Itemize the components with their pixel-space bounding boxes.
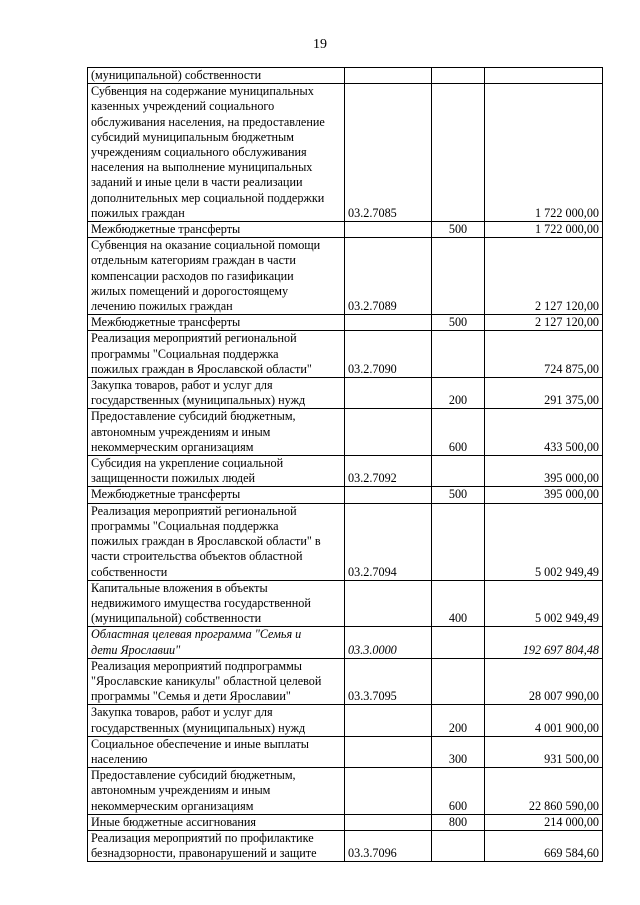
row-expense-type-cell [432, 627, 485, 658]
row-amount-cell [485, 68, 603, 84]
page-number: 19 [313, 37, 327, 52]
row-code-cell [345, 68, 432, 84]
row-amount-cell: 5 002 949,49 [485, 503, 603, 580]
row-name-cell: Межбюджетные трансферты [88, 222, 345, 238]
table-row [88, 409, 603, 456]
row-name-cell: Реализация мероприятий региональной программы "Социальная поддержка пожилых граждан в Ярославской области" [88, 331, 345, 378]
row-amount-cell: 291 375,00 [485, 378, 603, 409]
table-row [88, 487, 603, 503]
row-amount-cell: 931 500,00 [485, 736, 603, 767]
table-row [88, 768, 603, 815]
row-code-cell [345, 736, 432, 767]
row-expense-type-cell: 400 [432, 580, 485, 627]
row-amount-cell: 395 000,00 [485, 456, 603, 487]
row-code-cell [345, 487, 432, 503]
row-code-cell: 03.2.7092 [345, 456, 432, 487]
table-row [88, 627, 603, 658]
row-amount-cell: 192 697 804,48 [485, 627, 603, 658]
row-code-cell [345, 378, 432, 409]
row-name-cell: Реализация мероприятий подпрограммы "Ярославские каникулы" областной целевой программы "Семья и дети Ярославии" [88, 658, 345, 705]
budget-table-body [88, 68, 603, 862]
table-row [88, 378, 603, 409]
table-row [88, 84, 603, 222]
table-row [88, 814, 603, 830]
budget-table [87, 67, 603, 862]
row-name-cell: Субвенция на оказание социальной помощи отдельным категориям граждан в части компенсации расходов по газификации жилых помещений и дорогостоящему лечению пожилых граждан [88, 238, 345, 315]
table-row [88, 222, 603, 238]
row-code-cell [345, 814, 432, 830]
row-expense-type-cell [432, 238, 485, 315]
row-name-cell: Реализация мероприятий по профилактике безнадзорности, правонарушений и защите [88, 830, 345, 861]
row-expense-type-cell: 200 [432, 705, 485, 736]
row-expense-type-cell [432, 84, 485, 222]
row-code-cell: 03.2.7089 [345, 238, 432, 315]
row-amount-cell: 2 127 120,00 [485, 238, 603, 315]
row-expense-type-cell [432, 503, 485, 580]
table-row [88, 331, 603, 378]
row-expense-type-cell [432, 830, 485, 861]
row-code-cell [345, 580, 432, 627]
table-row [88, 238, 603, 315]
row-amount-cell: 5 002 949,49 [485, 580, 603, 627]
row-code-cell [345, 315, 432, 331]
table-row [88, 503, 603, 580]
row-amount-cell: 214 000,00 [485, 814, 603, 830]
row-expense-type-cell [432, 331, 485, 378]
row-code-cell: 03.3.7095 [345, 658, 432, 705]
row-code-cell: 03.2.7085 [345, 84, 432, 222]
row-expense-type-cell [432, 68, 485, 84]
row-expense-type-cell [432, 658, 485, 705]
table-row [88, 68, 603, 84]
row-name-cell: Межбюджетные трансферты [88, 315, 345, 331]
row-name-cell: Социальное обеспечение и иные выплаты населению [88, 736, 345, 767]
row-name-cell: Капитальные вложения в объекты недвижимого имущества государственной (муниципальной) собственности [88, 580, 345, 627]
row-amount-cell: 22 860 590,00 [485, 768, 603, 815]
row-name-cell: Межбюджетные трансферты [88, 487, 345, 503]
table-row [88, 658, 603, 705]
row-amount-cell: 395 000,00 [485, 487, 603, 503]
row-name-cell: Иные бюджетные ассигнования [88, 814, 345, 830]
row-expense-type-cell: 500 [432, 222, 485, 238]
table-row [88, 315, 603, 331]
row-code-cell [345, 409, 432, 456]
row-name-cell: (муниципальной) собственности [88, 68, 345, 84]
row-expense-type-cell: 600 [432, 768, 485, 815]
row-name-cell: Субсидия на укрепление социальной защищенности пожилых людей [88, 456, 345, 487]
row-name-cell: Закупка товаров, работ и услуг для государственных (муниципальных) нужд [88, 705, 345, 736]
row-code-cell: 03.3.0000 [345, 627, 432, 658]
table-row [88, 830, 603, 861]
row-code-cell: 03.2.7094 [345, 503, 432, 580]
table-row [88, 705, 603, 736]
row-expense-type-cell: 300 [432, 736, 485, 767]
row-code-cell: 03.3.7096 [345, 830, 432, 861]
row-name-cell: Областная целевая программа "Семья и дети Ярославии" [88, 627, 345, 658]
row-expense-type-cell: 600 [432, 409, 485, 456]
table-row [88, 736, 603, 767]
row-expense-type-cell [432, 456, 485, 487]
row-code-cell: 03.2.7090 [345, 331, 432, 378]
row-amount-cell: 724 875,00 [485, 331, 603, 378]
row-amount-cell: 433 500,00 [485, 409, 603, 456]
table-row [88, 580, 603, 627]
row-amount-cell: 4 001 900,00 [485, 705, 603, 736]
row-amount-cell: 28 007 990,00 [485, 658, 603, 705]
row-amount-cell: 1 722 000,00 [485, 222, 603, 238]
row-code-cell [345, 222, 432, 238]
row-expense-type-cell: 500 [432, 487, 485, 503]
row-name-cell: Реализация мероприятий региональной программы "Социальная поддержка пожилых граждан в Ярославской области" в части строительства объектов областной собственности [88, 503, 345, 580]
row-expense-type-cell: 800 [432, 814, 485, 830]
row-name-cell: Предоставление субсидий бюджетным, автономным учреждениям и иным некоммерческим организациям [88, 409, 345, 456]
row-name-cell: Субвенция на содержание муниципальных казенных учреждений социального обслуживания населения, на предоставление субсидий муниципальным бюджетным учреждениям социального обслуживания населения на выполнение муниципальных заданий и иные цели в части реализации дополнительных мер социальной поддержки пожилых граждан [88, 84, 345, 222]
row-code-cell [345, 705, 432, 736]
row-name-cell: Закупка товаров, работ и услуг для государственных (муниципальных) нужд [88, 378, 345, 409]
row-name-cell: Предоставление субсидий бюджетным, автономным учреждениям и иным некоммерческим организациям [88, 768, 345, 815]
row-amount-cell: 2 127 120,00 [485, 315, 603, 331]
row-code-cell [345, 768, 432, 815]
table-row [88, 456, 603, 487]
row-expense-type-cell: 500 [432, 315, 485, 331]
row-expense-type-cell: 200 [432, 378, 485, 409]
row-amount-cell: 669 584,60 [485, 830, 603, 861]
row-amount-cell: 1 722 000,00 [485, 84, 603, 222]
